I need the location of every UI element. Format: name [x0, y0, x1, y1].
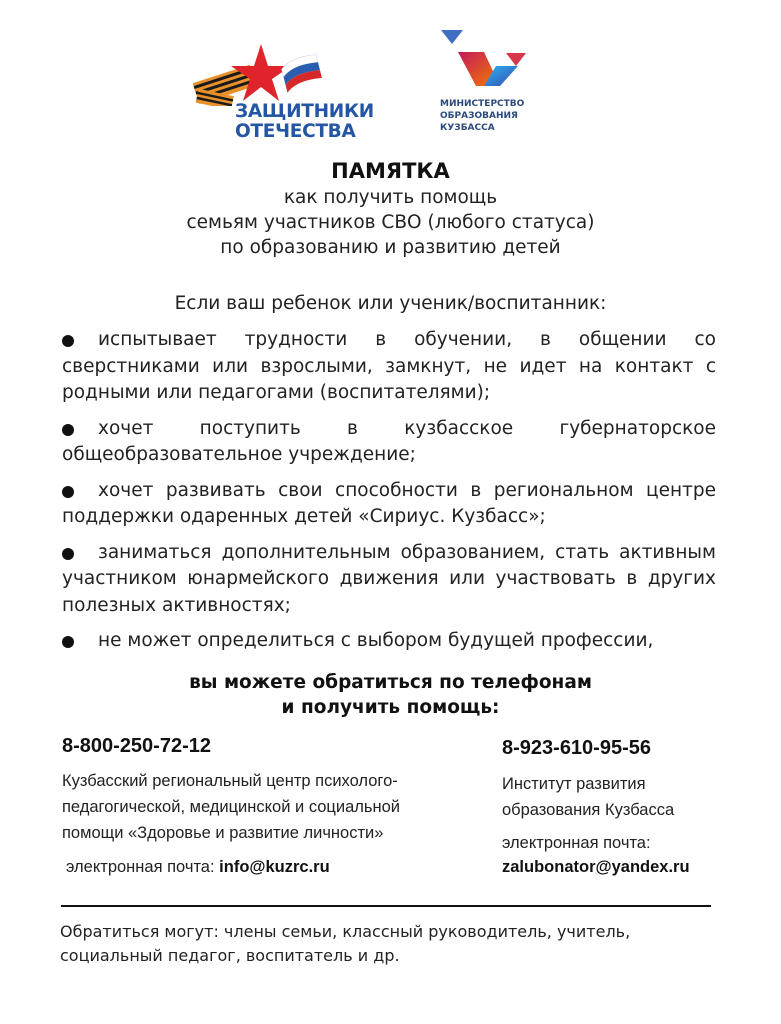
ministry-line-3: КУЗБАССА	[440, 123, 495, 133]
logo-line-2: ОТЕЧЕСТВА	[235, 121, 356, 142]
list-item-text: хочет развивать свои способности в региональном центре поддержки одаренных детей «Сириус. Кузбасс»;	[62, 479, 716, 527]
email-label-1: электронная почта:	[66, 858, 215, 876]
bullet-list	[62, 327, 716, 664]
org-name-2	[502, 771, 674, 823]
org-1-line-1: Кузбасский региональный центр психолого-	[62, 772, 398, 790]
list-item-text: не может определиться с выбором будущей профессии,	[98, 630, 654, 651]
list-item	[62, 478, 716, 531]
footer-line-2: социальный педагог, воспитатель и др.	[60, 946, 400, 965]
ministry-line-2: ОБРАЗОВАНИЯ	[440, 111, 518, 121]
footer-line-1: Обратиться могут: члены семьи, классный руководитель, учитель,	[60, 922, 631, 941]
subtitle-line-3: по образованию и развитию детей	[220, 237, 561, 258]
email-block-1	[66, 855, 330, 879]
call-to-action	[0, 670, 781, 720]
bullet-icon	[62, 335, 74, 347]
bullet-icon	[62, 424, 74, 436]
list-item-text: заниматься дополнительным образованием, стать активным участником юнармейского движения или участвовать в других полезных активностях;	[62, 541, 716, 616]
list-item	[62, 327, 716, 407]
defenders-logo-text	[235, 102, 374, 142]
star-ribbon-icon	[193, 36, 393, 106]
bullet-icon	[62, 636, 74, 648]
email-label-2: электронная почта:	[502, 834, 651, 852]
cta-line-2: и получить помощь:	[281, 697, 500, 718]
org-1-line-2: педагогической, медицинской и социальной	[62, 798, 401, 816]
divider	[61, 905, 711, 907]
logo-line-1: ЗАЩИТНИКИ	[235, 101, 374, 122]
list-item	[62, 540, 716, 620]
ministry-emblem-icon	[438, 28, 538, 94]
cta-line-1: вы можете обратиться по телефонам	[189, 672, 592, 693]
org-name-1	[62, 768, 400, 846]
defenders-logo	[193, 36, 393, 146]
phone-number-2[interactable]: 8-923-610-95-56	[502, 737, 651, 759]
org-2-line-2: образования Кузбасса	[502, 801, 675, 819]
org-1-line-3: помощи «Здоровье и развитие личности»	[62, 824, 384, 842]
logos-row	[0, 26, 781, 146]
org-2-line-1: Институт развития	[502, 775, 646, 793]
email-link-1[interactable]: info@kuzrc.ru	[219, 858, 330, 876]
subtitle-line-1: как получить помощь	[283, 187, 498, 208]
phone-number-1[interactable]: 8-800-250-72-12	[62, 735, 211, 757]
list-item	[62, 416, 716, 469]
memo-header	[0, 157, 781, 260]
ministry-line-1: МИНИСТЕРСТВО	[440, 99, 525, 109]
ministry-logo	[438, 28, 548, 138]
email-block-2	[502, 831, 690, 879]
ministry-logo-text	[440, 98, 524, 134]
intro-text: Если ваш ребенок или ученик/воспитанник:	[174, 293, 607, 314]
subtitle-line-2: семьям участников СВО (любого статуса)	[186, 212, 595, 233]
list-item-text: испытывает трудности в обучении, в общении со сверстниками или взрослыми, замкнут, не идет на контакт с родными или педагогами (воспитателями);	[62, 329, 716, 403]
bullet-icon	[62, 548, 74, 560]
bullet-icon	[62, 486, 74, 498]
list-item	[62, 628, 716, 655]
list-item-text: хочет поступить в кузбасское губернаторское общеобразовательное учреждение;	[62, 417, 716, 465]
page-title: ПАМЯТКА	[331, 159, 450, 183]
email-link-2[interactable]: zalubonator@yandex.ru	[502, 858, 690, 876]
footer-note	[60, 920, 740, 968]
